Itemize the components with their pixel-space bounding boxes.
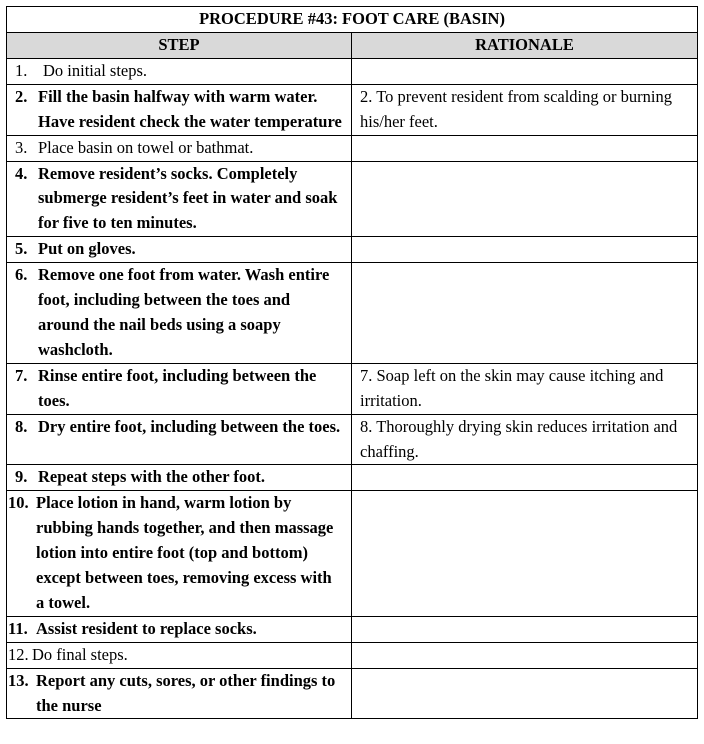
title-row xyxy=(7,7,698,33)
step-text: Place lotion in hand, warm lotion by rubbing hands together, and then massage lotion into entire foot (top and bottom) except between toes, removing excess with a towel. xyxy=(36,493,334,612)
table-row xyxy=(7,491,698,617)
header-row xyxy=(7,33,698,59)
step-cell xyxy=(7,135,352,161)
rationale-cell: 2. To prevent resident from scalding or burning his/her feet. xyxy=(352,84,698,135)
rationale-cell xyxy=(352,58,698,84)
rationale-cell: 7. Soap left on the skin may cause itching and irritation. xyxy=(352,363,698,414)
rationale-cell xyxy=(352,491,698,617)
table-row xyxy=(7,58,698,84)
step-number: 13. xyxy=(8,670,29,690)
step-number: 11. xyxy=(8,618,28,638)
step-number: 9. xyxy=(15,467,28,487)
step-number: 3. xyxy=(15,137,28,157)
table-row xyxy=(7,161,698,237)
step-text: Fill the basin halfway with warm water. Have resident check the water temperature xyxy=(38,86,342,131)
step-number: 5. xyxy=(15,239,28,259)
rationale-cell xyxy=(352,161,698,237)
rationale-cell: 8. Thoroughly drying skin reduces irritation and chaffing. xyxy=(352,414,698,465)
step-number: 10. xyxy=(8,493,29,513)
step-text: Remove one foot from water. Wash entire foot, including between the toes and around the nail beds using a soapy washcloth. xyxy=(38,265,330,359)
column-header-rationale: RATIONALE xyxy=(352,33,698,59)
step-text: Rinse entire foot, including between the toes. xyxy=(38,365,317,410)
step-number: 2. xyxy=(15,86,28,106)
column-header-step: STEP xyxy=(7,33,352,59)
step-number: 1. xyxy=(15,60,28,80)
step-cell xyxy=(7,491,352,617)
step-number: 4. xyxy=(15,163,28,183)
step-cell xyxy=(7,237,352,263)
table-row xyxy=(7,363,698,414)
table-row xyxy=(7,263,698,364)
table-row xyxy=(7,465,698,491)
table-row xyxy=(7,616,698,642)
step-number: 8. xyxy=(15,416,28,436)
step-cell xyxy=(7,465,352,491)
rationale-cell xyxy=(352,465,698,491)
step-cell xyxy=(7,84,352,135)
step-cell xyxy=(7,668,352,719)
step-text: Put on gloves. xyxy=(38,239,136,259)
step-number: 6. xyxy=(15,265,28,285)
rationale-cell xyxy=(352,263,698,364)
table-row xyxy=(7,642,698,668)
step-text: Report any cuts, sores, or other findings to the nurse xyxy=(36,670,336,715)
table-row xyxy=(7,414,698,465)
procedure-table xyxy=(6,6,698,719)
step-cell xyxy=(7,414,352,465)
rationale-cell xyxy=(352,616,698,642)
rationale-cell xyxy=(352,237,698,263)
table-row xyxy=(7,237,698,263)
table-row xyxy=(7,84,698,135)
rationale-cell xyxy=(352,135,698,161)
step-text: Do final steps. xyxy=(32,644,128,664)
step-text: Remove resident’s socks. Completely submerge resident’s feet in water and soak for five to ten minutes. xyxy=(38,163,338,233)
step-text: Place basin on towel or bathmat. xyxy=(38,137,254,157)
step-text: Assist resident to replace socks. xyxy=(36,618,257,638)
step-text: Do initial steps. xyxy=(43,60,148,80)
step-number: 7. xyxy=(15,365,28,385)
table-row xyxy=(7,135,698,161)
step-cell xyxy=(7,616,352,642)
procedure-title: PROCEDURE #43: FOOT CARE (BASIN) xyxy=(7,7,698,33)
step-cell xyxy=(7,58,352,84)
rationale-cell xyxy=(352,668,698,719)
step-cell xyxy=(7,161,352,237)
step-number: 12. xyxy=(8,644,29,664)
step-text: Repeat steps with the other foot. xyxy=(38,467,265,487)
step-cell xyxy=(7,642,352,668)
step-text: Dry entire foot, including between the toes. xyxy=(38,416,341,436)
step-cell xyxy=(7,363,352,414)
rationale-cell xyxy=(352,642,698,668)
table-row xyxy=(7,668,698,719)
step-cell xyxy=(7,263,352,364)
